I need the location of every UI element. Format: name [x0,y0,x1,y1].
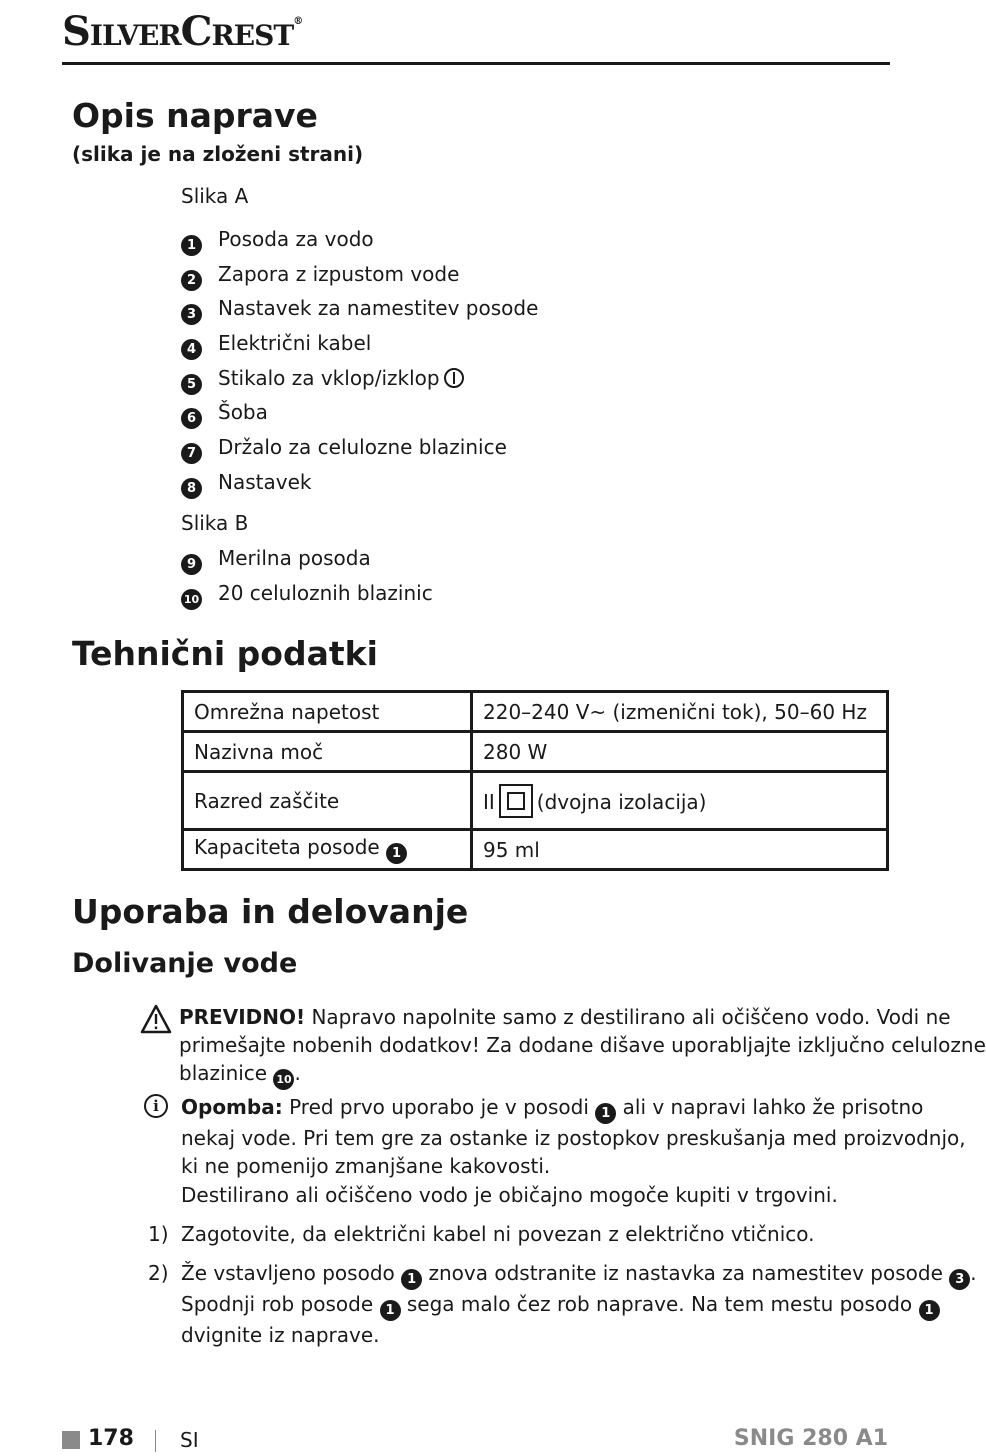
spec-value: 95 ml [472,830,888,870]
section-subtitle: (slika je na zloženi strani) [72,142,364,166]
ref-number-icon: 1 [181,235,202,256]
footer-marker [62,1431,80,1449]
ref-number-icon: 2 [181,270,202,291]
ref-number-icon: 6 [181,408,202,429]
section-title-usage: Uporaba in delovanje [72,892,469,931]
list-item: 8 Nastavek [181,470,311,499]
double-insulation-icon [499,784,533,818]
section-title-specs: Tehnični podatki [72,634,378,673]
ref-number-icon: 3 [181,304,202,325]
step-text: Zagotovite, da električni kabel ni povezan z električno vtičnico. [181,1222,815,1246]
list-item: 1 Posoda za vodo [181,227,374,256]
spec-key: Omrežna napetost [183,692,472,732]
language-code: SI [180,1428,199,1452]
note-extra: Destilirano ali očiščeno vodo je običajno mogoče kupiti v trgovini. [181,1183,838,1207]
table-row [183,732,888,772]
list-item: 4 Električni kabel [181,331,371,360]
spec-key: Razred zaščite [183,772,472,830]
step-number: 2) [148,1261,169,1285]
ref-number-icon: 1 [595,1103,616,1124]
list-item: 5 Stikalo za vklop/izklop [181,366,464,395]
step-number: 1) [148,1222,169,1246]
list-item: 10 20 celuloznih blazinic [181,581,433,610]
spec-value: II (dvojna izolacija) [472,772,888,830]
ref-number-icon: 8 [181,478,202,499]
ref-number-icon: 1 [386,843,407,864]
spec-key: Kapaciteta posode 1 [183,830,472,870]
note-block: Opomba: Pred prvo uporabo je v posodi 1 ali v napravi lahko že prisotno nekaj vode. Pri tem gre za ostanke iz postopkov preskušanja med proizvodnjo, ki ne pomenijo zmanjšane kakovosti. [181,1095,966,1178]
ref-number-icon: 1 [401,1269,422,1290]
warning-block: PREVIDNO! Napravo napolnite samo z destilirano ali očiščeno vodo. Vodi ne primešajte nobenih dodatkov! Za dodane dišave uporabljajte izključno celulozne blazinice 10 . [179,1003,986,1090]
ref-number-icon: 9 [181,554,202,575]
list-item: 2 Zapora z izpustom vode [181,262,459,291]
list-item: 6 Šoba [181,400,268,429]
ref-number-icon: 10 [273,1069,294,1090]
figure-a-label: Slika A [181,184,249,208]
subsection-title-refill: Dolivanje vode [72,948,298,979]
ref-number-icon: 4 [181,339,202,360]
warning-label: PREVIDNO! [179,1005,306,1029]
step-text: Že vstavljeno posodo 1 znova odstranite iz nastavka za namestitev posode 3 . Spodnji rob posode 1 sega malo čez rob naprave. Na tem mestu posodo 1 dvignite iz naprave. [181,1261,977,1347]
brand-logo: SilverCrest® [62,8,303,55]
table-row [183,830,888,870]
ref-number-icon: 10 [181,589,202,610]
spec-key: Nazivna moč [183,732,472,772]
spec-value: 280 W [472,732,888,772]
table-row [183,772,888,830]
ref-number-icon: 1 [919,1300,940,1321]
note-label: Opomba: [181,1095,283,1119]
ref-number-icon: 5 [181,374,202,395]
ref-number-icon: 1 [380,1300,401,1321]
list-item: 7 Držalo za celulozne blazinice [181,435,507,464]
info-icon: i [144,1094,168,1118]
figure-b-label: Slika B [181,511,249,535]
section-title-description: Opis naprave [72,96,318,135]
power-switch-icon [444,368,464,388]
list-item: 9 Merilna posoda [181,546,371,575]
ref-number-icon: 7 [181,443,202,464]
warning-triangle-icon [140,1004,172,1034]
specs-table [181,690,889,871]
list-item: 3 Nastavek za namestitev posode [181,296,538,325]
ref-number-icon: 3 [949,1269,970,1290]
model-number: SNIG 280 A1 [733,1426,888,1451]
header-rule [62,62,890,65]
footer-divider [155,1430,156,1452]
spec-value: 220–240 V~ (izmenični tok), 50–60 Hz [472,692,888,732]
table-row [183,692,888,732]
page-number: 178 [88,1426,134,1451]
